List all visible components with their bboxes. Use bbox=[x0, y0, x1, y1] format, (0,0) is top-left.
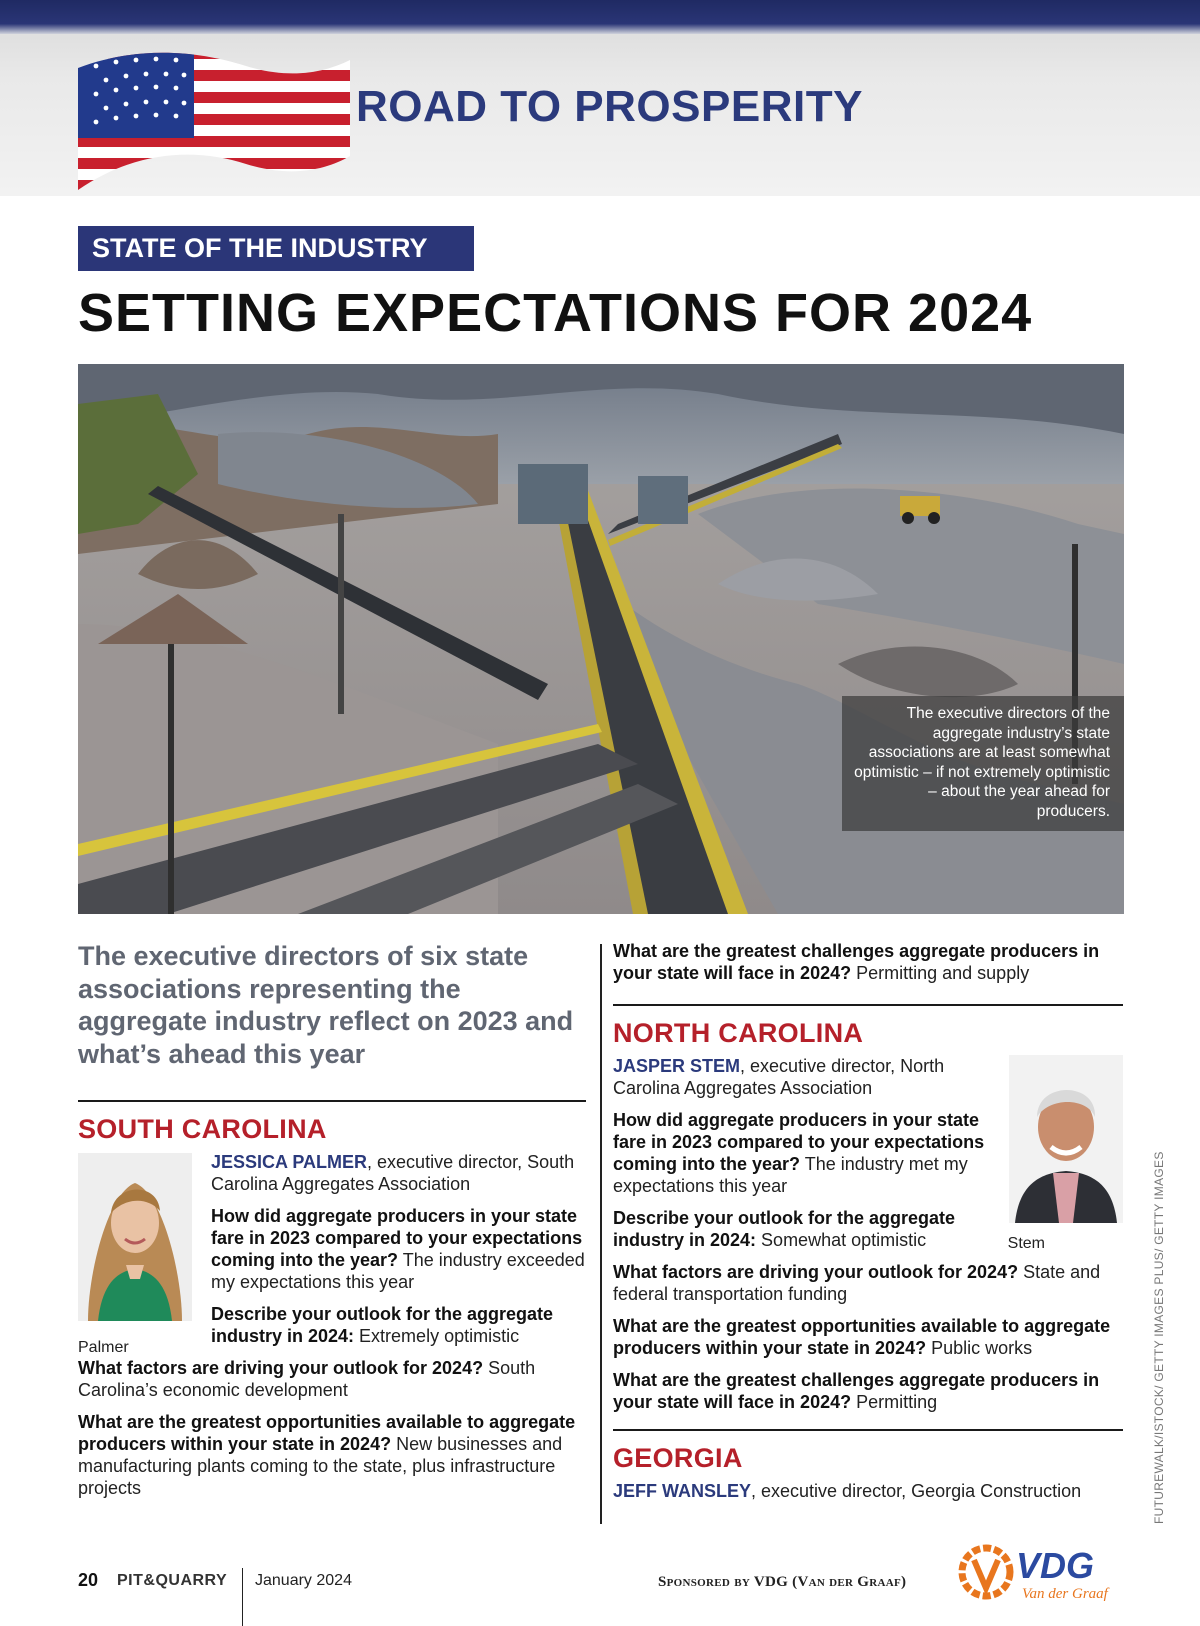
nc-answer-3: State and federal transportation funding bbox=[613, 1262, 1101, 1304]
issue-date: January 2024 bbox=[255, 1572, 352, 1589]
palmer-photo-caption: Palmer bbox=[78, 1339, 129, 1356]
section-divider bbox=[613, 1429, 1123, 1431]
nc-director bbox=[613, 1055, 995, 1099]
section-divider bbox=[78, 1100, 586, 1102]
state-heading-georgia: GEORGIA bbox=[613, 1443, 743, 1473]
sc-qa-3 bbox=[78, 1357, 586, 1401]
sc-question-4: What are the greatest opportunities available to aggregate producers within your state in 2024? bbox=[78, 1412, 576, 1454]
ga-director-title: , executive director, Georgia Construction bbox=[751, 1481, 1082, 1501]
vdg-logo-subtext: Van der Graaf bbox=[1022, 1586, 1108, 1602]
state-heading-north-carolina: NORTH CAROLINA bbox=[613, 1018, 864, 1048]
sc-qa-4 bbox=[78, 1411, 586, 1499]
us-flag-icon bbox=[76, 40, 352, 202]
stem-photo-caption: Stem bbox=[1007, 1235, 1045, 1252]
sc-question-2: Describe your outlook for the aggregate industry in 2024: bbox=[211, 1304, 554, 1346]
palmer-photo bbox=[78, 1153, 192, 1321]
nc-answer-2: Somewhat optimistic bbox=[756, 1230, 927, 1250]
nc-qa-4 bbox=[613, 1315, 1123, 1359]
sc-director-title: , executive director, South Carolina Aggregates Association bbox=[211, 1152, 575, 1194]
vdg-logo bbox=[956, 1538, 1124, 1604]
stem-portrait bbox=[1009, 1055, 1123, 1223]
sc-question-1: How did aggregate producers in your state fare in 2023 compared to your expectations coming into the year? bbox=[211, 1206, 583, 1270]
nc-qa-1 bbox=[613, 1109, 995, 1197]
nc-qa-2 bbox=[613, 1207, 995, 1251]
sc-question-3: What factors are driving your outlook for 2024? bbox=[78, 1358, 484, 1378]
header-banner bbox=[0, 0, 1200, 196]
photo-credit: FUTUREWALK/ISTOCK/ GETTY IMAGES PLUS/ GETTY IMAGES bbox=[1152, 1151, 1166, 1524]
ga-director bbox=[613, 1480, 1123, 1502]
nc-director-name: JASPER STEM bbox=[613, 1056, 741, 1076]
nc-intro-block bbox=[613, 1055, 1123, 1251]
sc-answer-5: Permitting and supply bbox=[851, 963, 1030, 983]
sc-intro-block bbox=[78, 1151, 586, 1356]
page-number: 20 bbox=[78, 1570, 99, 1590]
publication-name: PIT&QUARRY bbox=[117, 1572, 228, 1589]
column-divider bbox=[600, 944, 602, 1524]
nc-answer-4: Public works bbox=[926, 1338, 1033, 1358]
stem-photo bbox=[1009, 1055, 1123, 1223]
sc-answer-1: The industry exceeded my expectations this year bbox=[211, 1250, 585, 1292]
footer-divider bbox=[242, 1568, 243, 1626]
nc-answer-5: Permitting bbox=[851, 1392, 938, 1412]
nc-question-4: What are the greatest opportunities available to aggregate producers within your state in 2024? bbox=[613, 1316, 1111, 1358]
section-kicker: STATE OF THE INDUSTRY bbox=[78, 226, 474, 271]
nc-question-2: Describe your outlook for the aggregate industry in 2024: bbox=[613, 1208, 956, 1250]
section-divider bbox=[613, 1004, 1123, 1006]
sc-answer-3: South Carolina’s economic development bbox=[78, 1358, 536, 1400]
sc-qa-5 bbox=[613, 940, 1123, 984]
sc-question-5: What are the greatest challenges aggregate producers in your state will face in 2024? bbox=[613, 941, 1100, 983]
nc-question-3: What factors are driving your outlook for 2024? bbox=[613, 1262, 1019, 1282]
sc-answer-4: New businesses and manufacturing plants coming to the state, plus infrastructure projects bbox=[78, 1434, 563, 1498]
article-headline: SETTING EXPECTATIONS FOR 2024 bbox=[78, 283, 1033, 343]
right-column bbox=[613, 940, 1123, 1502]
banner-navy-strip bbox=[0, 0, 1200, 34]
sponsor-line: Sponsored by VDG (Van der Graaf) bbox=[658, 1574, 907, 1590]
nc-question-1: How did aggregate producers in your state fare in 2023 compared to your expectations coming into the year? bbox=[613, 1110, 985, 1174]
nc-question-5: What are the greatest challenges aggregate producers in your state will face in 2024? bbox=[613, 1370, 1100, 1412]
nc-qa-3 bbox=[613, 1261, 1123, 1305]
photo-caption: The executive directors of the aggregate industry’s state associations are at least somewhat optimistic – if not extremely optimistic – about the year ahead for producers. bbox=[842, 696, 1124, 831]
nc-qa-5 bbox=[613, 1369, 1123, 1413]
vdg-logo-text: VDG bbox=[1016, 1545, 1095, 1586]
banner-title: ROAD TO PROSPERITY bbox=[356, 82, 863, 131]
article-deck: The executive directors of six state associations representing the aggregate industry reflect on 2023 and what’s ahead this year bbox=[78, 941, 574, 1069]
state-heading-south-carolina: SOUTH CAROLINA bbox=[78, 1114, 327, 1144]
nc-answer-1: The industry met my expectations this year bbox=[613, 1154, 968, 1196]
palmer-portrait bbox=[78, 1153, 192, 1321]
sc-director-name: JESSICA PALMER bbox=[211, 1152, 368, 1172]
left-column bbox=[78, 940, 586, 1499]
nc-director-title: , executive director, North Carolina Aggregates Association bbox=[613, 1056, 945, 1098]
quarry-photo bbox=[78, 364, 1124, 914]
sc-qa-2 bbox=[211, 1303, 586, 1347]
sc-director bbox=[211, 1151, 586, 1195]
sc-answer-2: Extremely optimistic bbox=[354, 1326, 520, 1346]
ga-director-name: JEFF WANSLEY bbox=[613, 1481, 752, 1501]
quarry-image bbox=[78, 364, 1124, 914]
sc-qa-1 bbox=[211, 1205, 586, 1293]
